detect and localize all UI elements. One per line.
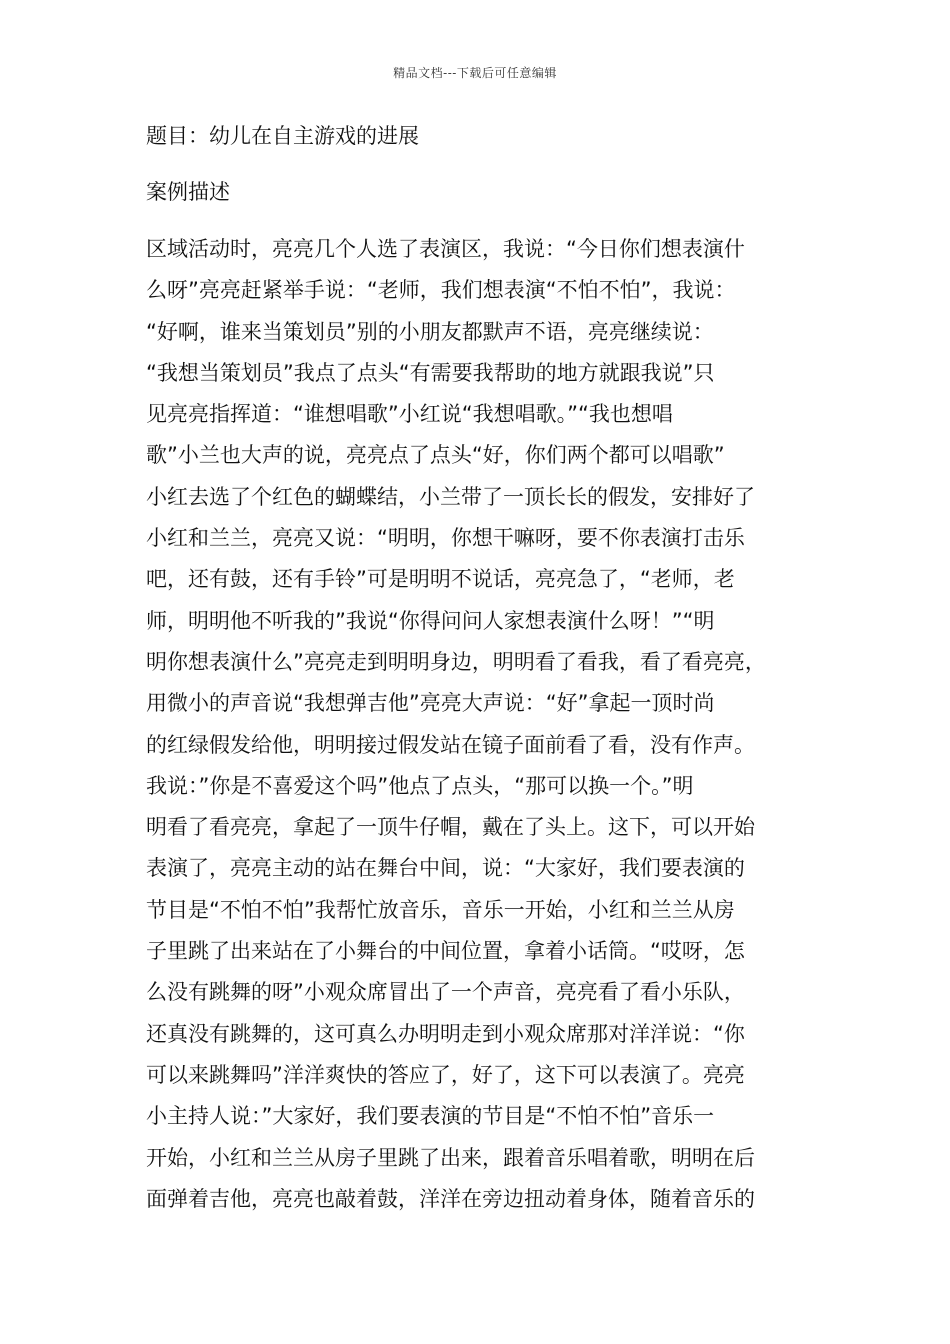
- section-heading: 案例描述: [146, 180, 230, 204]
- paragraph-line: “好啊，谁来当策划员”别的小朋友都默声不语，亮亮继续说：: [146, 319, 714, 344]
- page-header-watermark: 精品文档---下载后可任意编辑: [393, 66, 557, 80]
- paragraph-line: 用微小的声音说“我想弹吉他”亮亮大声说：“好”拿起一顶时尚: [146, 691, 715, 716]
- paragraph-line: 小红和兰兰，亮亮又说：“明明，你想干嘛呀，要不你表演打击乐: [146, 526, 745, 551]
- paragraph-line: 歌”小兰也大声的说，亮亮点了点头“好，你们两个都可以唱歌”: [146, 443, 725, 468]
- paragraph-line: 明你想表演什么”亮亮走到明明身边，明明看了看我，看了看亮亮，: [146, 649, 766, 674]
- paragraph-line: 开始，小红和兰兰从房子里跳了出来，跟着音乐唱着歌，明明在后: [146, 1145, 755, 1170]
- paragraph-line: 吧，还有鼓，还有手铃”可是明明不说话，亮亮急了，“老师，老: [146, 567, 735, 592]
- paragraph-line: 还真没有跳舞的，这可真么办明明走到小观众席那对洋洋说：“你: [146, 1021, 745, 1046]
- document-title: 题目：幼儿在自主游戏的进展: [146, 124, 419, 148]
- paragraph-line: 小红去选了个红色的蝴蝶结，小兰带了一顶长长的假发，安排好了: [146, 484, 755, 509]
- paragraph-line: 子里跳了出来站在了小舞台的中间位置，拿着小话筒。“哎呀，怎: [146, 939, 745, 964]
- paragraph-line: 节目是“不怕不怕”我帮忙放音乐，音乐一开始，小红和兰兰从房: [146, 897, 735, 922]
- paragraph-line: 明看了看亮亮，拿起了一顶牛仔帽，戴在了头上。这下，可以开始: [146, 815, 755, 840]
- paragraph-line: 么没有跳舞的呀”小观众席冒出了一个声音，亮亮看了看小乐队，: [146, 980, 745, 1005]
- paragraph-line: 可以来跳舞吗”洋洋爽快的答应了，好了，这下可以表演了。亮亮: [146, 1062, 745, 1087]
- paragraph-line: 我说：”你是不喜爱这个吗”他点了点头，“那可以换一个。”明: [146, 773, 694, 798]
- paragraph-line: 区域活动时，亮亮几个人选了表演区，我说：“今日你们想表演什: [146, 237, 745, 261]
- paragraph-line: 的红绿假发给他，明明接过假发站在镜子面前看了看，没有作声。: [146, 732, 755, 757]
- paragraph-line: 师，明明他不听我的”我说“你得问问人家想表演什么呀！”“明: [146, 608, 715, 633]
- paragraph-line: 小主持人说：”大家好，我们要表演的节目是“不怕不怕”音乐一: [146, 1104, 715, 1129]
- paragraph-line: 见亮亮指挥道：“谁想唱歌”小红说“我想唱歌。”“我也想唱: [146, 402, 673, 427]
- paragraph-line: 面弹着吉他，亮亮也敲着鼓，洋洋在旁边扭动着身体，随着音乐的: [146, 1186, 755, 1211]
- paragraph-line: 么呀”亮亮赶紧举手说：“老师，我们想表演“不怕不怕”，我说：: [146, 278, 736, 303]
- paragraph-line: “我想当策划员”我点了点头“有需要我帮助的地方就跟我说”只: [146, 360, 715, 385]
- body-paragraph: [146, 229, 810, 1220]
- paragraph-line: 表演了，亮亮主动的站在舞台中间，说：“大家好，我们要表演的: [146, 856, 745, 881]
